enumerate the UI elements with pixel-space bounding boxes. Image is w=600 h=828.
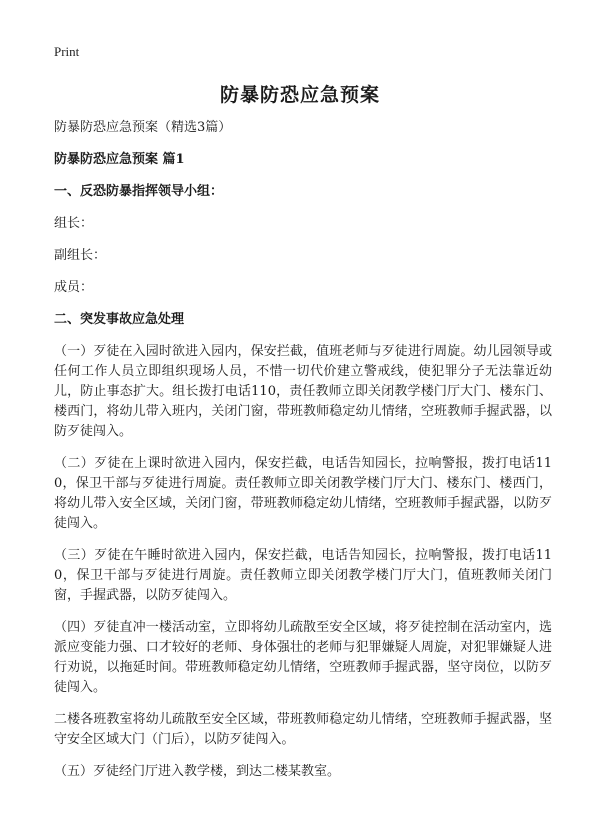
- print-link[interactable]: Print: [54, 44, 80, 59]
- section-heading-leadership: 一、反恐防暴指挥领导小组：: [54, 184, 224, 199]
- page-title: 防暴防恐应急预案: [219, 84, 380, 106]
- leader-label: 组长：: [54, 216, 94, 231]
- deputy-leader-label: 副组长：: [54, 248, 107, 263]
- paragraph-4: （四）歹徒直冲一楼活动室，立即将幼儿疏散至安全区域，将歹徒控制在活动室内，选派应变能力强、口才较好的老师、身体强壮的老师与犯罪嫌疑人周旋，对犯罪嫌疑人进行劝说，以拖延时间。带班教师稳定幼儿情绪，空班教师手握武器，坚守岗位，以防歹徒闯入。: [54, 620, 552, 695]
- paragraph-3: （三）歹徒在午睡时欲进入园内，保安拦截，电话告知园长，拉响警报，拨打电话110，保卫干部与歹徒进行周旋。责任教师立即关闭教学楼门厅大门，值班教师关闭门窗，手握武器，以防歹徒闯入。: [54, 548, 552, 603]
- members-label: 成员：: [54, 280, 94, 295]
- document-subtitle: 防暴防恐应急预案（精选3篇）: [54, 120, 232, 135]
- paragraph-1: （一）歹徒在入园时欲进入园内，保安拦截，值班老师与歹徒进行周旋。幼儿园领导或任何工作人员立即组织现场人员，不惜一切代价建立警戒线，使犯罪分子无法靠近幼儿，防止事态扩大。组长拨打电话110，责任教师立即关闭教学楼门厅大门、楼东门、楼西门，将幼儿带入班内，关闭门窗，带班教师稳定幼儿情绪，空班教师手握武器，以防歹徒闯入。: [54, 344, 552, 439]
- paragraph-6: （五）歹徒经门厅进入教学楼，到达二楼某教室。: [54, 764, 341, 779]
- document-body: [54, 118, 552, 782]
- paragraph-2: （二）歹徒在上课时欲进入园内，保安拦截，电话告知园长，拉响警报，拨打电话110，保卫干部与歹徒进行周旋。责任教师立即关闭教学楼门厅大门、楼东门、楼西门，将幼儿带入安全区域，关闭门窗，带班教师稳定幼儿情绪，空班教师手握武器，以防歹徒闯入。: [54, 456, 552, 531]
- section-heading-emergency: 二、突发事故应急处理: [54, 312, 185, 327]
- article-heading: 防暴防恐应急预案 篇1: [54, 152, 185, 167]
- paragraph-5: 二楼各班教室将幼儿疏散至安全区域，带班教师稳定幼儿情绪，空班教师手握武器，坚守安全区域大门（门后），以防歹徒闯入。: [54, 712, 552, 747]
